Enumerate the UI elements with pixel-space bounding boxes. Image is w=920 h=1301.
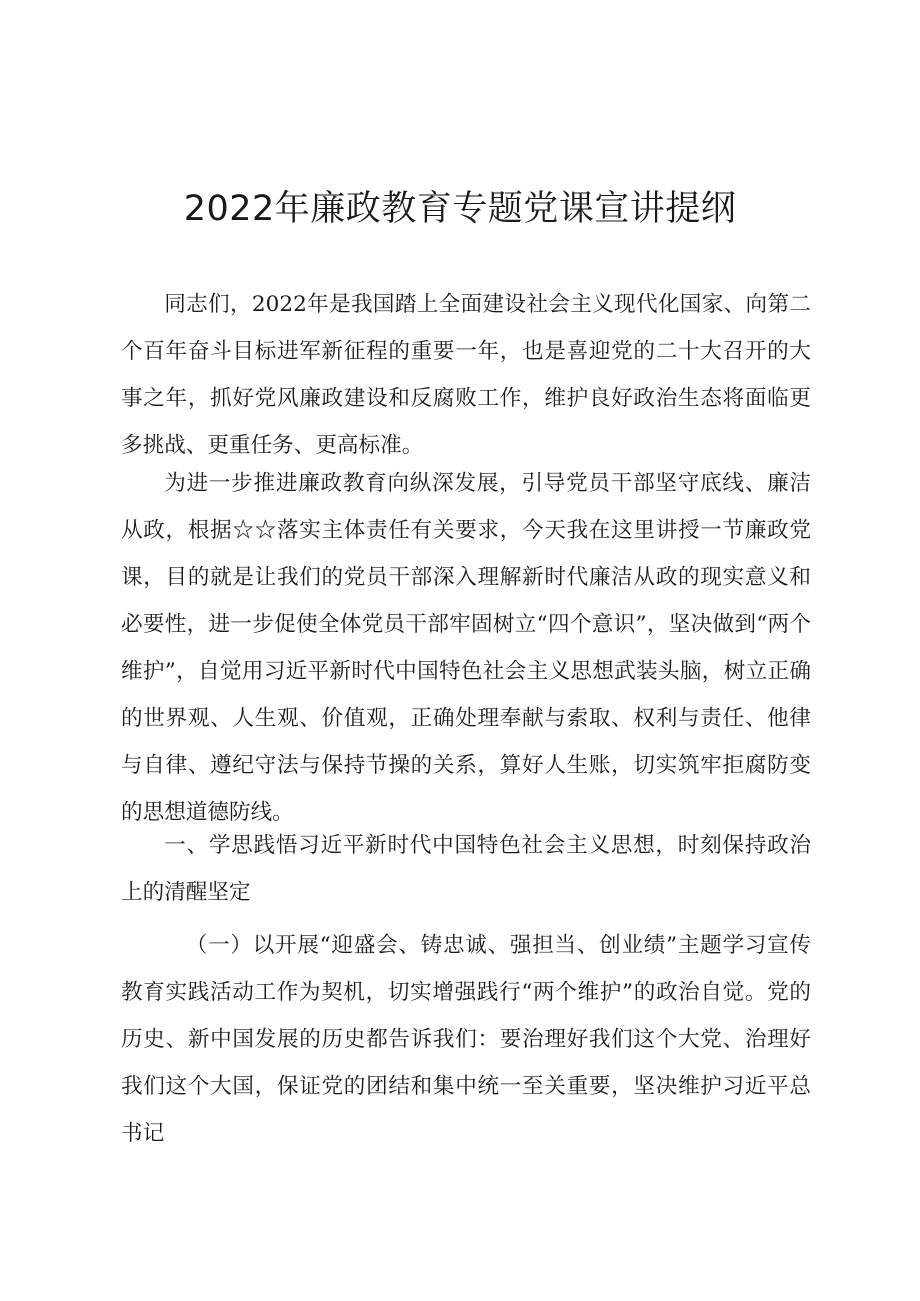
subsection-1-paragraph: （一）以开展“迎盛会、铸忠诚、强担当、创业绩”主题学习宣传教育实践活动工作为契机，切实增强践行“两个维护”的政治自觉。党的历史、新中国发展的历史都告诉我们：要治理好我们这个大党、治理好我们这个大国，保证党的团结和集中统一至关重要，坚决维护习近平总书记 xyxy=(121,933,811,1146)
section-heading-1: 一、学思践悟习近平新时代中国特色社会主义思想，时刻保持政治上的清醒坚定 xyxy=(121,833,811,905)
paragraph-purpose: 为进一步推进廉政教育向纵深发展，引导党员干部坚守底线、廉洁从政，根据☆☆落实主体责任有关要求，今天我在这里讲授一节廉政党课，目的就是让我们的党员干部深入理解新时代廉洁从政的现实意义和必要性，进一步促使全体党员干部牢固树立“四个意识”，坚决做到“两个维护”，自觉用习近平新时代中国特色社会主义思想武装头脑，树立正确的世界观、人生观、价值观，正确处理奉献与索取、权利与责任、他律与自律、遵纪守法与保持节操的关系，算好人生账，切实筑牢拒腐防变的思想道德防线。 xyxy=(121,471,811,825)
paragraph-opening: 同志们，2022年是我国踏上全面建设社会主义现代化国家、向第二个百年奋斗目标进军新征程的重要一年，也是喜迎党的二十大召开的大事之年，抓好党风廉政建设和反腐败工作，维护良好政治生态将面临更多挑战、更重任务、更高标准。 xyxy=(121,292,811,458)
document-title: 2022年廉政教育专题党课宣讲提纲 xyxy=(183,189,737,229)
